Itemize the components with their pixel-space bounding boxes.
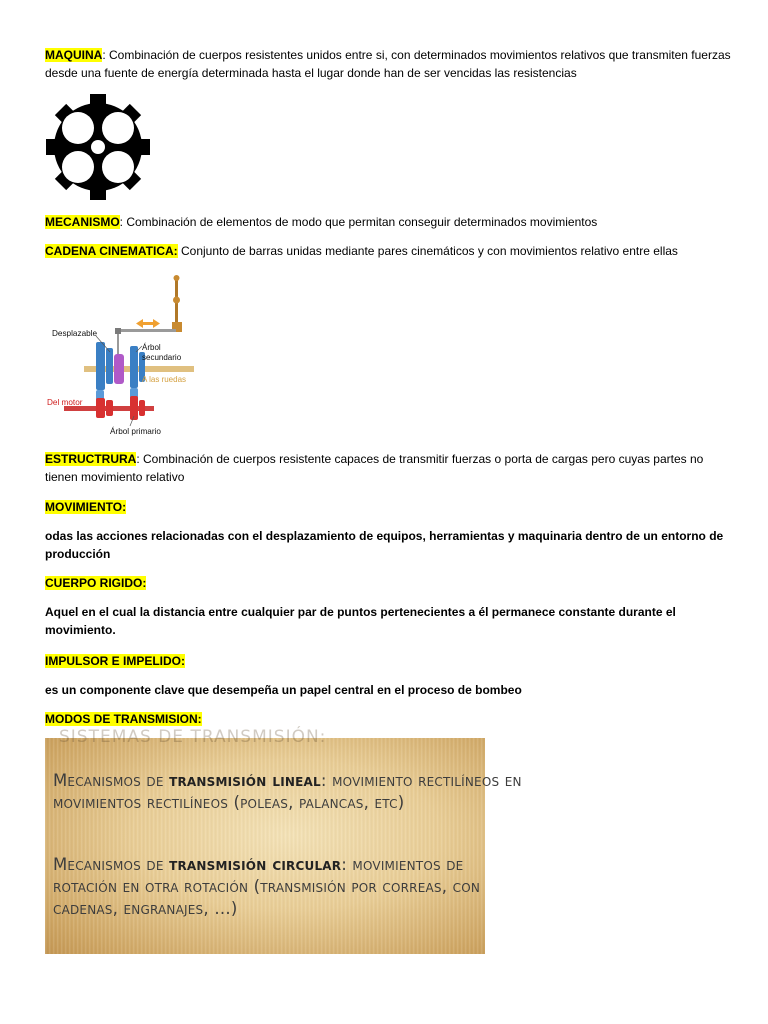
slide-line2-pre: Mecanismos de bbox=[53, 855, 170, 874]
label-del-motor: Del motor bbox=[47, 398, 83, 407]
modos-heading bbox=[45, 710, 735, 728]
cadena-paragraph bbox=[45, 242, 735, 260]
impulsor-term: IMPULSOR E IMPELIDO: bbox=[45, 654, 186, 668]
transmission-slide-image bbox=[45, 727, 522, 954]
maquina-paragraph bbox=[45, 46, 735, 82]
selector-rod bbox=[116, 329, 176, 332]
estructura-definition: : Combinación de cuerpos resistente capaces de transmitir fuerzas o porta de cargas pero cuyas partes no tienen movimiento relativo bbox=[45, 452, 704, 484]
cadena-term: CADENA CINEMATICA: bbox=[45, 244, 178, 258]
impulsor-definition: es un componente clave que desempeña un papel central en el proceso de bombeo bbox=[45, 683, 522, 697]
movimiento-heading bbox=[45, 498, 735, 516]
modos-term: MODOS DE TRANSMISION: bbox=[45, 712, 202, 726]
selector-end bbox=[115, 328, 121, 334]
estructura-paragraph bbox=[45, 450, 735, 486]
slide-line2-bold: transmisión circular bbox=[169, 855, 342, 874]
mecanismo-definition: : Combinación de elementos de modo que permitan conseguir determinados movimientos bbox=[119, 215, 598, 229]
shift-arrow bbox=[136, 319, 160, 328]
lever-knob bbox=[174, 275, 180, 281]
movimiento-definition: odas las acciones relacionadas con el desplazamiento de equipos, herramientas y maquinaria dentro de un entorno de producción bbox=[45, 529, 724, 561]
label-arbol-secundario-1: Árbol bbox=[142, 343, 161, 352]
purple-gear bbox=[114, 354, 124, 384]
lever-pivot bbox=[173, 297, 180, 304]
gear-icon bbox=[44, 92, 152, 202]
label-arbol-primario: Árbol primario bbox=[110, 427, 161, 436]
cuerpo-rigido-term: CUERPO RIGIDO: bbox=[45, 576, 147, 590]
maquina-definition: : Combinación de cuerpos resistentes unidos entre si, con determinados movimientos relativos que transmiten fuerzas desde una fuente de energía determinada hasta el lugar donde han de ser vencidas las resistencias bbox=[45, 48, 731, 80]
slide-line1-post: : movimiento rectilíneos en movimientos rectilíneos (poleas, palancas, etc) bbox=[53, 771, 522, 812]
estructura-term: ESTRUCTRURA bbox=[45, 452, 137, 466]
movimiento-term: MOVIMIENTO: bbox=[45, 500, 127, 514]
slide-line-lineal bbox=[53, 770, 525, 814]
maquina-term: MAQUINA bbox=[45, 48, 103, 62]
mecanismo-term: MECANISMO bbox=[45, 215, 120, 229]
cuerpo-rigido-definition: Aquel en el cual la distancia entre cualquier par de puntos pertenecientes a él permanece constante durante el movimiento. bbox=[45, 605, 676, 637]
label-desplazable: Desplazable bbox=[52, 329, 98, 338]
slide-line2-post: : movimientos de rotación en otra rotación (transmisión por correas, con cadenas, engranajes, …) bbox=[53, 855, 481, 918]
cadena-definition: Conjunto de barras unidas mediante pares cinemáticos y con movimientos relativo entre ellas bbox=[177, 244, 678, 258]
impulsor-heading bbox=[45, 652, 735, 670]
gearbox-diagram bbox=[44, 270, 216, 440]
slide-line1-bold: transmisión lineal bbox=[169, 771, 321, 790]
slide-line1-pre: Mecanismos de bbox=[53, 771, 170, 790]
label-arbol-secundario-2: secundario bbox=[142, 353, 182, 362]
label-a-las-ruedas: A las ruedas bbox=[142, 375, 187, 384]
mecanismo-paragraph bbox=[45, 213, 735, 231]
slide-ghost-title: SISTEMAS DE TRANSMISIÓN: bbox=[59, 727, 327, 747]
slide-line-circular bbox=[53, 854, 525, 920]
cuerpo-rigido-heading bbox=[45, 574, 735, 592]
